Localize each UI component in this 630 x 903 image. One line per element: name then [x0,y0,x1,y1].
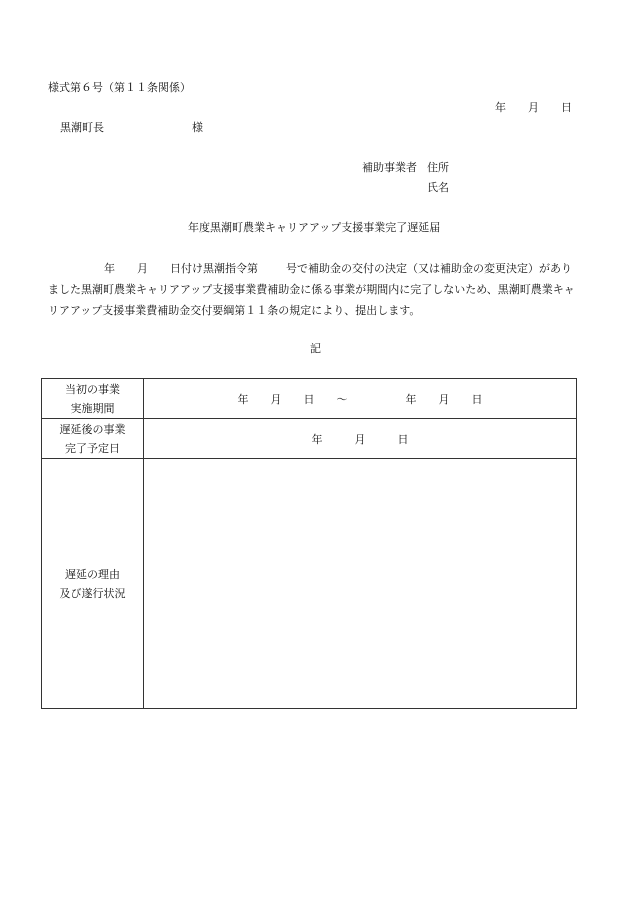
addressee-name: 黒潮町長 [60,121,104,134]
body-date-prefix: 日付け黒潮指令第 [170,262,258,275]
table-row-initial-period [42,379,577,419]
completion-date-label: 遅延後の事業 完了予定日 [42,419,144,459]
table-row-delay-reason [42,459,577,709]
applicant-role-label: 補助事業者 [362,161,417,174]
body-line1-rest: 号で補助金の交付の決定（又は補助金の変更決定）があり [286,262,572,275]
form-number: 様式第６号（第１１条関係） [48,81,191,94]
body-month: 月 [137,262,148,275]
completion-date-value[interactable] [144,419,577,459]
ki-label: 記 [310,342,321,355]
applicant-name-label: 氏名 [427,181,449,194]
table-row-completion-date [42,419,577,459]
document-title: 年度黒潮町農業キャリアアップ支援事業完了遅延届 [188,221,441,234]
date-header [495,101,572,115]
initial-period-label: 当初の事業 実施期間 [42,379,144,419]
completion-year: 年 [311,432,323,446]
body-line-3: リアアップ支援事業費補助金交付要綱第１１条の規定により、提出します。 [48,304,421,317]
body-line-1 [48,258,588,279]
period-tilde: ～ [336,392,348,406]
date-header-month: 月 [528,101,539,114]
addressee-honorific: 様 [192,121,203,134]
date-header-day: 日 [561,101,572,114]
delay-reason-value[interactable] [144,459,577,709]
initial-period-value[interactable] [144,379,577,419]
body-line-2: ました黒潮町農業キャリアアップ支援事業費補助金に係る事業が期間内に完了しないため、黒潮町農業キャ [48,283,575,296]
record-table [41,378,577,709]
period-start-year: 年 [237,392,249,406]
period-start-month: 月 [270,392,282,406]
date-header-year: 年 [495,101,506,114]
period-end-month: 月 [438,392,450,406]
period-end-day: 日 [471,392,483,406]
body-year: 年 [104,262,115,275]
period-end-year: 年 [405,392,417,406]
body-paragraph [48,258,588,321]
completion-day: 日 [397,432,409,446]
period-start-day: 日 [303,392,315,406]
delay-reason-label: 遅延の理由 及び遂行状況 [42,459,144,709]
completion-month: 月 [354,432,366,446]
applicant-address-label: 住所 [427,161,449,174]
